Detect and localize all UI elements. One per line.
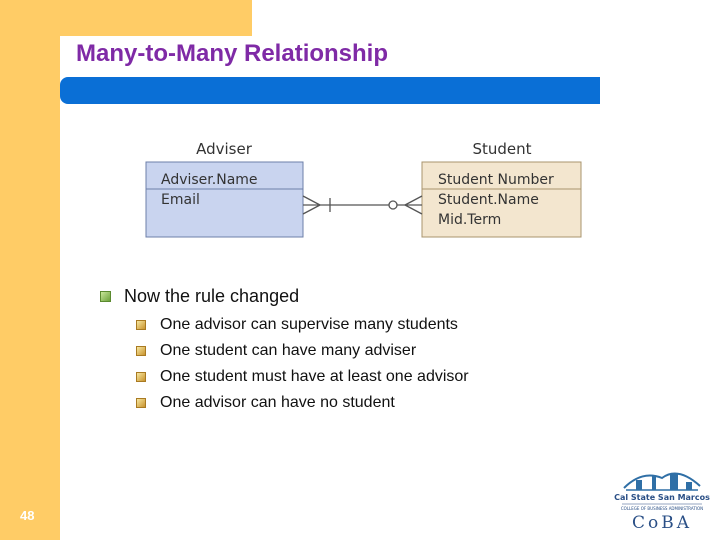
building-icon bbox=[624, 474, 700, 491]
sub-bullet-text: One student must have at least one advisor bbox=[160, 368, 469, 385]
sub-bullet-item bbox=[136, 314, 458, 336]
relationship-line bbox=[303, 196, 422, 214]
bullet-item bbox=[100, 284, 299, 308]
coba-logo bbox=[612, 464, 712, 534]
adviser-attribute: Email bbox=[161, 192, 200, 208]
sub-bullet-text: One student can have many adviser bbox=[160, 342, 417, 359]
sub-bullet-icon bbox=[136, 320, 146, 330]
student-attribute: Student.Name bbox=[438, 192, 539, 208]
bullet-square-icon bbox=[100, 291, 111, 302]
logo-line-1: Cal State San Marcos bbox=[614, 493, 710, 502]
adviser-entity-name: Adviser bbox=[196, 140, 252, 158]
student-attribute: Mid.Term bbox=[438, 212, 502, 228]
slide-title: Many-to-Many Relationship bbox=[76, 40, 389, 67]
logo-line-2: COLLEGE OF BUSINESS ADMINISTRATION bbox=[620, 506, 704, 511]
sub-bullet-text: One advisor can have no student bbox=[160, 394, 395, 411]
student-attribute: Student Number bbox=[438, 172, 554, 188]
student-entity-name: Student bbox=[472, 140, 532, 158]
sub-bullet-icon bbox=[136, 398, 146, 408]
sub-bullet-icon bbox=[136, 346, 146, 356]
sub-bullet-item bbox=[136, 366, 469, 388]
sub-bullet-icon bbox=[136, 372, 146, 382]
adviser-attribute: Adviser.Name bbox=[161, 172, 258, 188]
bullet-text: Now the rule changed bbox=[124, 285, 300, 306]
sub-bullet-item bbox=[136, 340, 416, 362]
sub-bullet-text: One advisor can supervise many students bbox=[160, 316, 458, 333]
page-number: 48 bbox=[20, 508, 35, 523]
sub-bullet-item bbox=[136, 392, 395, 414]
logo-line-3: CoBA bbox=[631, 513, 693, 533]
